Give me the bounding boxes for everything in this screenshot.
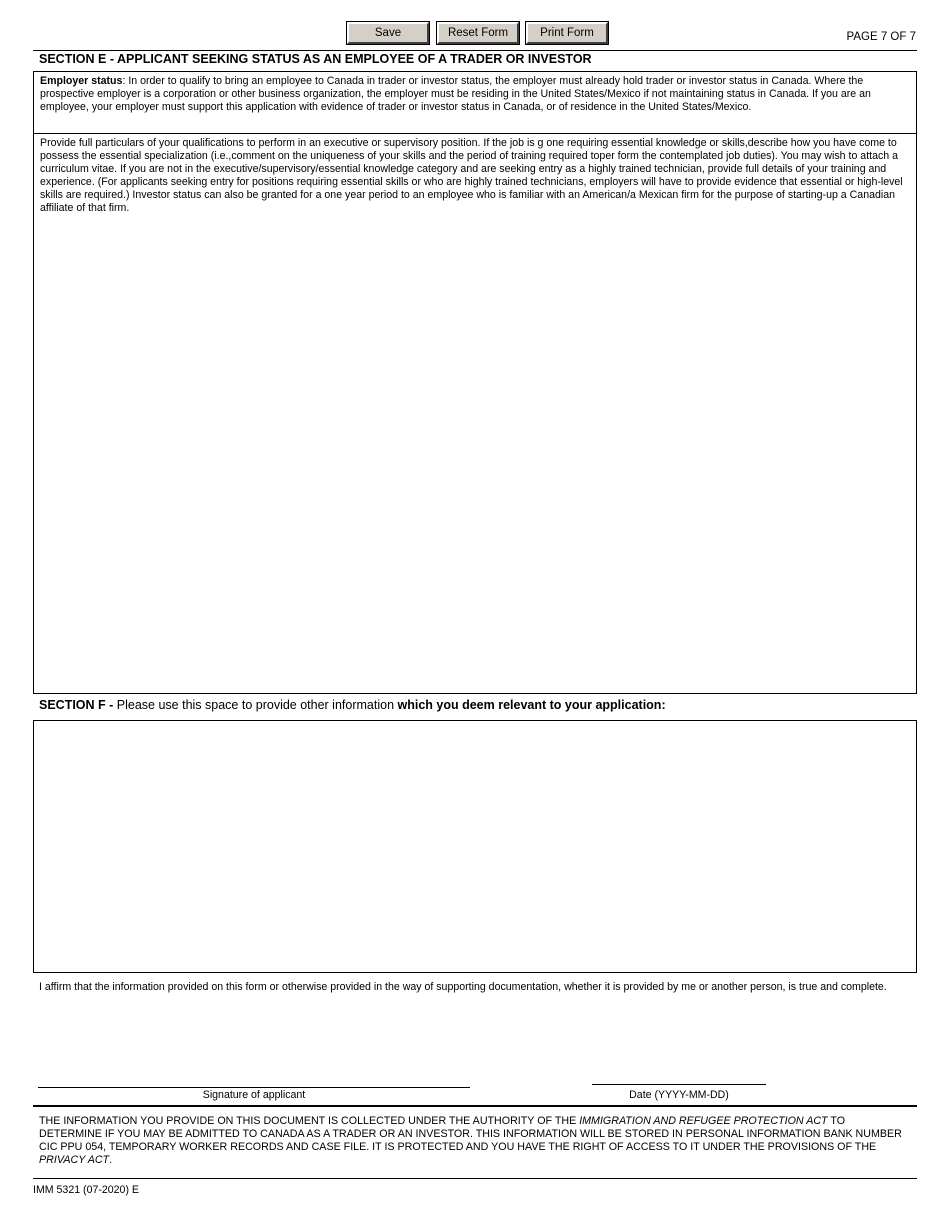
affirmation-text: I affirm that the information provided on this form or otherwise provided in the way of supporting documentation, whether it is provided by me or another person, is true and complete.: [39, 981, 887, 993]
qualifications-box: [33, 133, 917, 694]
employer-status-label: Employer status: [40, 75, 123, 87]
save-button[interactable]: Save: [347, 22, 429, 44]
section-f-text: Please use this space to provide other information: [116, 698, 398, 712]
divider: [33, 1178, 917, 1179]
privacy-text-2: TO DETERMINE IF YOU MAY BE ADMITTED TO CANADA AS A TRADER OR AN INVESTOR. THIS INFORMATION WILL BE STORED IN PERSONAL INFORMATION BANK NUMBER CIC PPU 054, TEMPORARY WORKER RECORDS AND CASE FILE. IT IS PROTECTED AND YOU HAVE THE RIGHT OF ACCESS TO IT UNDER THE PROVISIONS OF THE: [39, 1115, 902, 1153]
divider: [33, 1105, 917, 1107]
privacy-text-3: .: [109, 1154, 113, 1166]
employer-status-paragraph: [40, 75, 910, 114]
qualifications-input[interactable]: [36, 218, 914, 690]
divider: [33, 50, 917, 51]
section-f-prefix: SECTION F -: [39, 698, 117, 712]
other-information-input[interactable]: [36, 723, 914, 970]
page-number: PAGE 7 OF 7: [846, 31, 916, 43]
qualifications-instructions: Provide full particulars of your qualifications to perform in an executive or supervisory position. If the job is g one requiring essential knowledge or skills,describe how you have come to possess the essential specialization (i.e.,comment on the uniqueness of your skills and the period of training required toper form the contemplated job duties). You may wish to attach a curriculum vitae. If you are not in the executive/supervisory/essential knowledge category and are seeking entry as a highly trained technician, provide full details of your training and experience. (For applicants seeking entry for positions requiring essential skills or who are highly trained technicians, employers will have to provide evidence that essential or high-level skills are required.) Investor status can also be granted for a one year period to an employee who is familiar with an American/a Mexican firm for the purpose of starting-up a Canadian affiliate of that firm.: [40, 137, 903, 214]
signature-label: Signature of applicant: [202, 1089, 306, 1101]
date-line[interactable]: [592, 1084, 766, 1085]
privacy-notice: [39, 1115, 909, 1167]
date-label: Date (YYYY-MM-DD): [629, 1089, 729, 1101]
employer-status-box: [33, 71, 917, 134]
signature-line[interactable]: [38, 1087, 470, 1088]
print-form-button[interactable]: Print Form: [526, 22, 608, 44]
employer-status-text: : In order to qualify to bring an employee to Canada in trader or investor status, the employer must already hold trader or investor status in Canada. Where the prospective employer is a corporation or other business organization, the employer must be residing in the United States/Mexico if not maintaining status in Canada. If you are an employee, your employer must support this application with evidence of trader or investor status in Canada, or of residence in the United States/Mexico.: [40, 75, 871, 113]
privacy-act-1: IMMIGRATION AND REFUGEE PROTECTION ACT: [579, 1115, 828, 1127]
section-f-label: [39, 698, 666, 712]
reset-form-button[interactable]: Reset Form: [437, 22, 519, 44]
other-information-box: [33, 720, 917, 973]
section-f-suffix: which you deem relevant to your application:: [397, 698, 666, 712]
privacy-text-1: THE INFORMATION YOU PROVIDE ON THIS DOCUMENT IS COLLECTED UNDER THE AUTHORITY OF THE: [39, 1115, 580, 1127]
privacy-act-2: PRIVACY ACT: [39, 1154, 110, 1166]
section-e-title: SECTION E - APPLICANT SEEKING STATUS AS AN EMPLOYEE OF A TRADER OR INVESTOR: [39, 52, 592, 66]
form-id: IMM 5321 (07-2020) E: [33, 1184, 139, 1196]
